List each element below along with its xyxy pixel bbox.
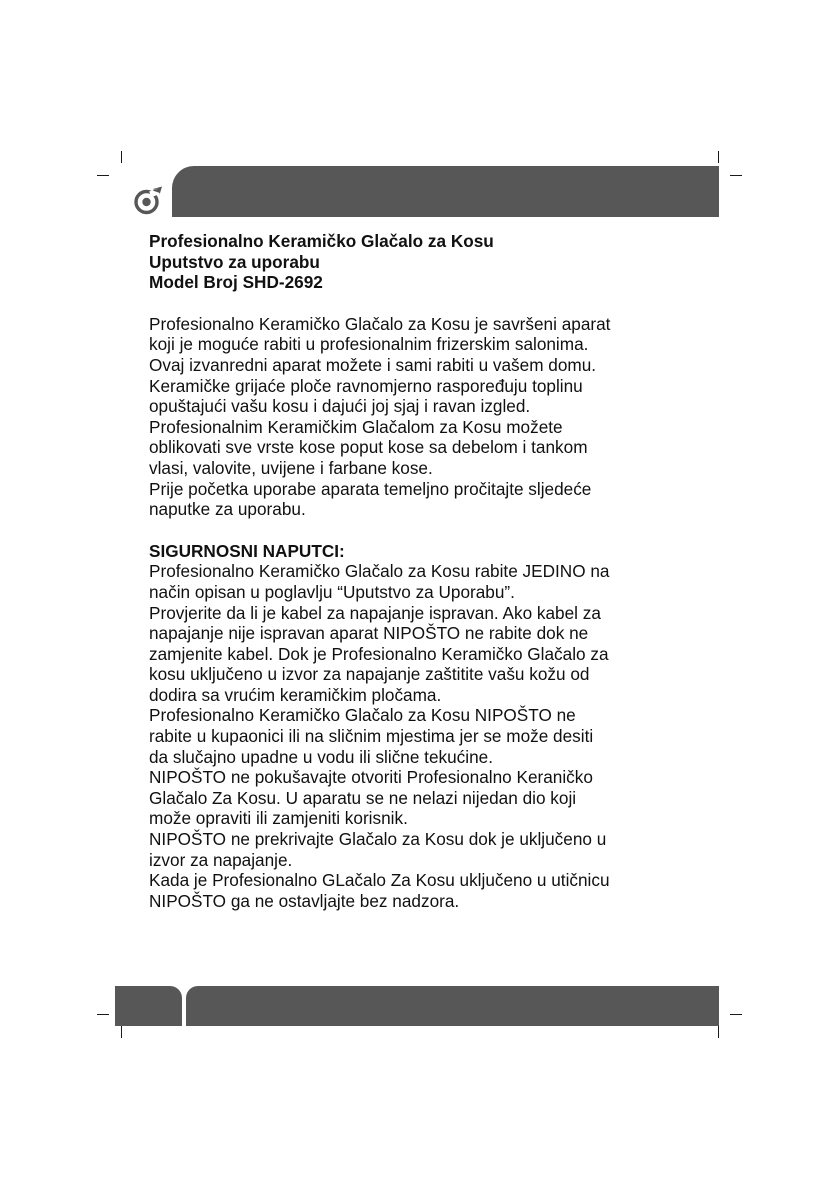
crop-mark-bottom-right-vertical xyxy=(718,1026,719,1038)
safety-line: Kada je Profesionalno GLačalo Za Kosu uključeno u utičnicu xyxy=(149,870,610,891)
safety-line: Profesionalno Keramičko Glačalo za Kosu rabite JEDINO na xyxy=(149,561,610,582)
crop-mark-bottom-left-vertical xyxy=(121,1026,122,1038)
crop-mark-top-right-horizontal xyxy=(730,175,742,176)
crop-mark-top-left-vertical xyxy=(121,151,122,163)
intro-line: Profesionalno Keramičko Glačalo za Kosu je savršeni aparat xyxy=(149,313,611,334)
safety-line: zamjenite kabel. Dok je Profesionalno Keramičko Glačalo za xyxy=(149,643,609,664)
document-title: Profesionalno Keramičko Glačalo za Kosu xyxy=(149,231,494,251)
document-title-block xyxy=(149,231,689,293)
safety-line: može opraviti ili zamjeniti korisnik. xyxy=(149,808,408,829)
safety-heading: SIGURNOSNI NAPUTCI: xyxy=(149,540,345,561)
safety-line: NIPOŠTO ne pokušavajte otvoriti Profesionalno Keraničko xyxy=(149,767,593,788)
safety-line: NIPOŠTO ne prekrivajte Glačalo za Kosu dok je uključeno u xyxy=(149,829,607,850)
intro-paragraph xyxy=(149,314,689,520)
header-band xyxy=(172,166,719,217)
brand-logo-icon xyxy=(133,186,163,216)
intro-line: Prije početka uporabe aparata temeljno pročitajte sljedeće xyxy=(149,478,592,499)
safety-instructions xyxy=(149,561,689,911)
safety-line: Profesionalno Keramičko Glačalo za Kosu NIPOŠTO ne xyxy=(149,705,576,726)
safety-line: da slučajno upadne u vodu ili slične tekućine. xyxy=(149,746,493,767)
footer-page-tab xyxy=(115,986,182,1026)
safety-line: rabite u kupaonici ili na sličnim mjestima jer se može desiti xyxy=(149,726,594,747)
safety-line: Glačalo Za Kosu. U aparatu se ne nelazi nijedan dio koji xyxy=(149,787,577,808)
manual-content xyxy=(149,231,689,911)
safety-line: dodira sa vrućim keramičkim pločama. xyxy=(149,684,442,705)
intro-line: naputke za uporabu. xyxy=(149,499,306,520)
intro-line: koji je moguće rabiti u profesionalnim frizerskim salonima. xyxy=(149,334,589,355)
safety-line: izvor za napajanje. xyxy=(149,849,293,870)
intro-line: Keramičke grijaće ploče ravnomjerno raspoređuju toplinu xyxy=(149,375,583,396)
model-number: Model Broj SHD-2692 xyxy=(149,272,323,293)
intro-line: vlasi, valovite, uvijene i farbane kose. xyxy=(149,457,433,478)
document-subtitle: Uputstvo za uporabu xyxy=(149,251,320,272)
intro-line: oblikovati sve vrste kose poput kose sa debelom i tankom xyxy=(149,437,588,458)
crop-mark-top-right-vertical xyxy=(718,151,719,163)
safety-line: način opisan u poglavlju “Uputstvo za Uporabu”. xyxy=(149,581,515,602)
safety-line: NIPOŠTO ga ne ostavljajte bez nadzora. xyxy=(149,890,460,911)
intro-line: Profesionalnim Keramičkim Glačalom za Kosu možete xyxy=(149,416,563,437)
intro-line: Ovaj izvanredni aparat možete i sami rabiti u vašem domu. xyxy=(149,354,597,375)
crop-mark-bottom-left-horizontal xyxy=(97,1014,109,1015)
safety-line: napajanje nije ispravan aparat NIPOŠTO ne rabite dok ne xyxy=(149,623,589,644)
footer-band xyxy=(186,986,719,1026)
intro-line: opuštajući vašu kosu i dajući joj sjaj i ravan izgled. xyxy=(149,396,531,417)
safety-line: kosu uključeno u izvor za napajanje zaštitite vašu kožu od xyxy=(149,664,590,685)
crop-mark-top-left-horizontal xyxy=(97,175,109,176)
crop-mark-bottom-right-horizontal xyxy=(730,1014,742,1015)
safety-line: Provjerite da li je kabel za napajanje ispravan. Ako kabel za xyxy=(149,602,601,623)
